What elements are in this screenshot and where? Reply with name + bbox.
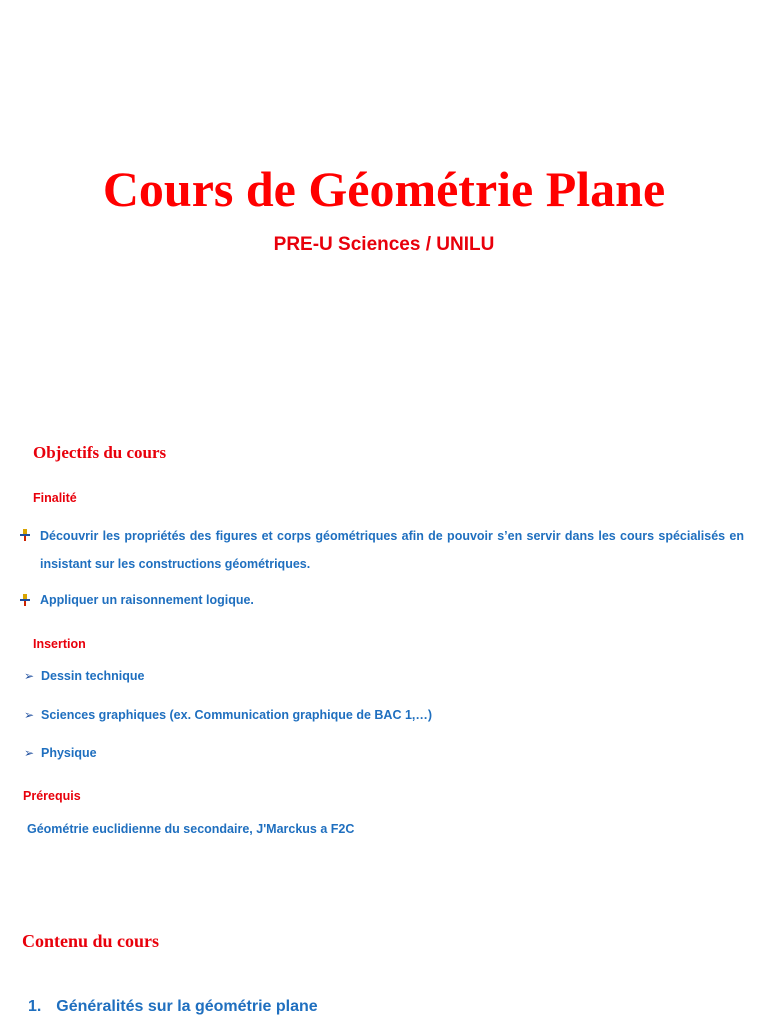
objectifs-heading: Objectifs du cours xyxy=(33,443,167,462)
insertion-label: Insertion xyxy=(33,637,86,651)
pushpin-icon xyxy=(18,528,32,547)
finalite-item-2: Appliquer un raisonnement logique. xyxy=(40,593,254,607)
finalite-label: Finalité xyxy=(33,491,77,505)
arrow-right-icon: ➢ xyxy=(24,669,35,683)
contenu-item xyxy=(28,998,318,1016)
page-subtitle: PRE-U Sciences / UNILU xyxy=(273,234,495,255)
page-title: Cours de Géométrie Plane xyxy=(102,161,666,217)
arrow-right-icon: ➢ xyxy=(24,708,35,722)
prerequis-label: Prérequis xyxy=(23,789,81,803)
arrow-right-icon: ➢ xyxy=(24,746,35,760)
finalite-item-1: Découvrir les propriétés des figures et corps géométriques afin de pouvoir s’en servir dans les cours spécialisés en insistant sur les constructions géométriques. xyxy=(40,529,744,571)
contenu-heading: Contenu du cours xyxy=(22,931,160,951)
insertion-item-2: Sciences graphiques (ex. Communication graphique de BAC 1,…) xyxy=(41,708,433,722)
contenu-item-label: Généralités sur la géométrie plane xyxy=(56,998,318,1015)
contenu-item-number: 1. xyxy=(28,998,42,1015)
insertion-item-1: Dessin technique xyxy=(41,669,145,683)
prerequis-text: Géométrie euclidienne du secondaire, J'Marckus a F2C xyxy=(27,822,355,836)
insertion-item-3: Physique xyxy=(41,746,97,760)
pushpin-icon xyxy=(18,593,32,612)
